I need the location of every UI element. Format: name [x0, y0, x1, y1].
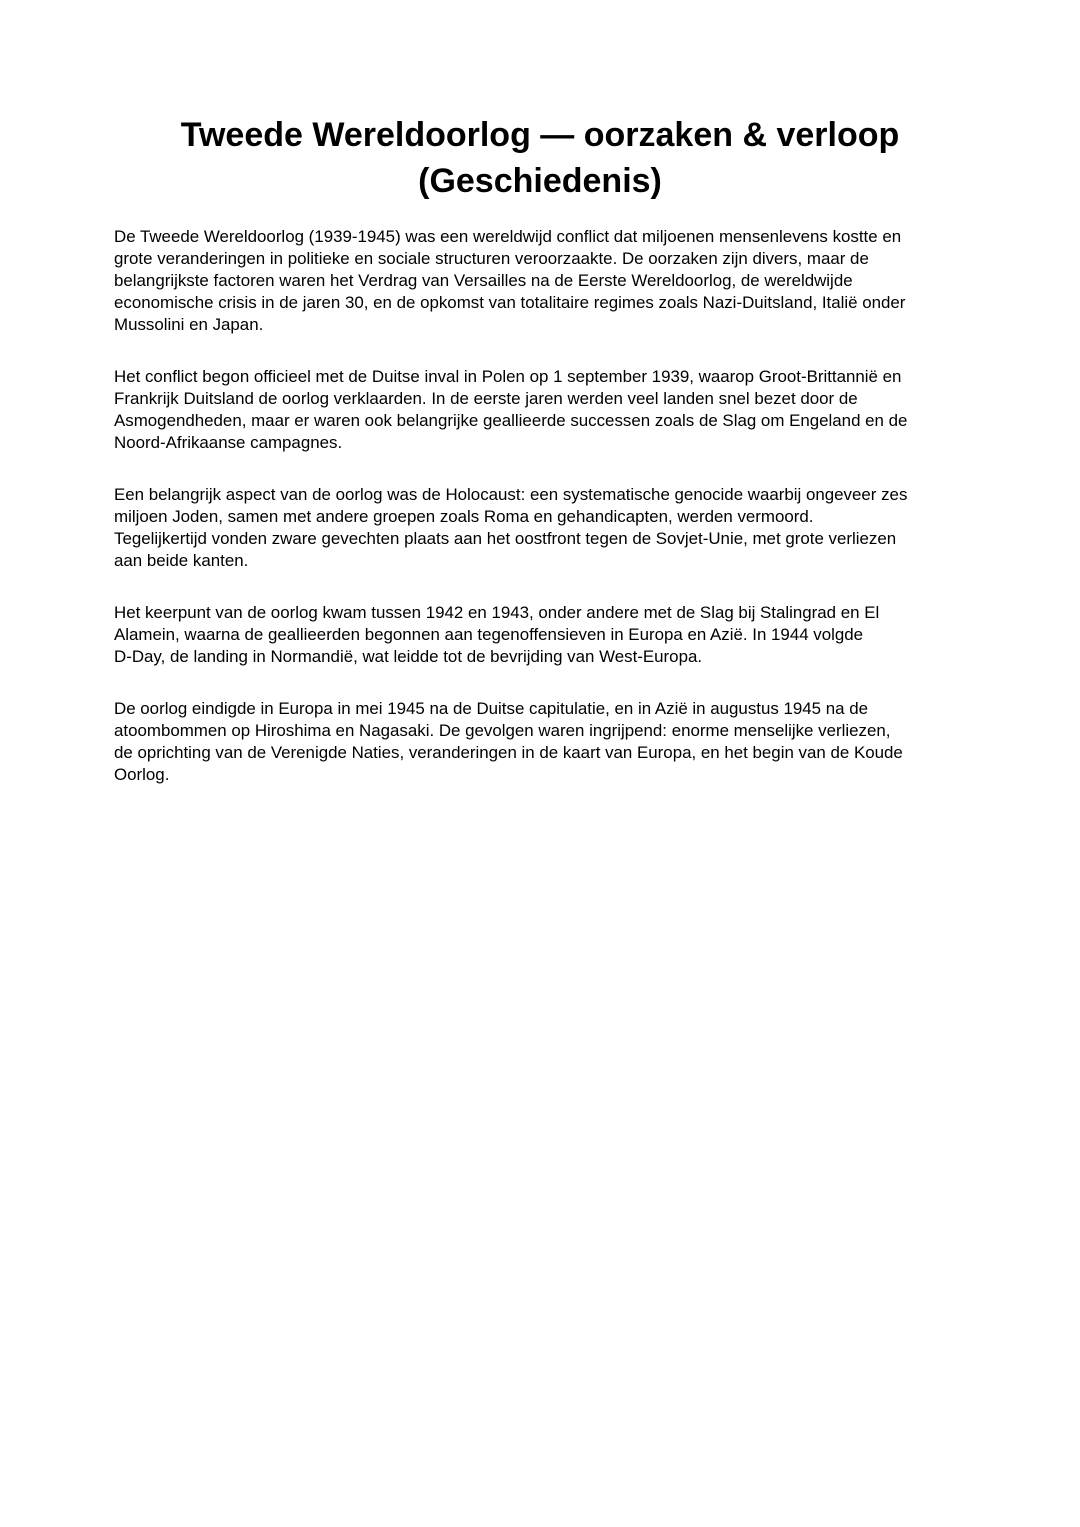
text-line: Mussolini en Japan.	[114, 315, 264, 334]
text-line: belangrijkste factoren waren het Verdrag van Versailles na de Eerste Wereldoorlog, de wereldwijde	[114, 271, 853, 290]
text-line: D-Day, de landing in Normandië, wat leidde tot de bevrijding van West-Europa.	[114, 647, 703, 666]
text-line: grote veranderingen in politieke en sociale structuren veroorzaakte. De oorzaken zijn divers, maar de	[114, 249, 869, 268]
text-line: Het conflict begon officieel met de Duitse inval in Polen op 1 september 1939, waarop Groot-Brittannië en	[114, 367, 902, 386]
text-line: Oorlog.	[114, 765, 170, 784]
text-line: Frankrijk Duitsland de oorlog verklaarden. In de eerste jaren werden veel landen snel bezet door de	[114, 389, 858, 408]
paragraph-holocaust	[114, 484, 984, 572]
text-line: Asmogendheden, maar er waren ook belangrijke geallieerde successen zoals de Slag om Engeland en de	[114, 411, 908, 430]
text-line: Een belangrijk aspect van de oorlog was de Holocaust: een systematische genocide waarbij ongeveer zes	[114, 485, 908, 504]
text-line: Tegelijkertijd vonden zware gevechten plaats aan het oostfront tegen de Sovjet-Unie, met grote verliezen	[114, 529, 897, 548]
text-line: aan beide kanten.	[114, 551, 249, 570]
paragraph-turning-point	[114, 602, 984, 668]
text-line: Het keerpunt van de oorlog kwam tussen 1942 en 1943, onder andere met de Slag bij Stalingrad en El	[114, 603, 880, 622]
paragraph-start-of-war	[114, 366, 984, 454]
text-line: Alamein, waarna de geallieerden begonnen aan tegenoffensieven in Europa en Azië. In 1944 volgde	[114, 625, 864, 644]
title-line-1: Tweede Wereldoorlog — oorzaken & verloop	[180, 116, 900, 154]
text-line: De oorlog eindigde in Europa in mei 1945 na de Duitse capitulatie, en in Azië in augustus 1945 na de	[114, 699, 869, 718]
title-line-2: (Geschiedenis)	[418, 162, 662, 200]
document-title	[140, 112, 940, 204]
text-line: De Tweede Wereldoorlog (1939-1945) was een wereldwijd conflict dat miljoenen mensenlevens kostte en	[114, 227, 902, 246]
text-line: economische crisis in de jaren 30, en de opkomst van totalitaire regimes zoals Nazi-Duitsland, Italië onder	[114, 293, 906, 312]
text-line: atoombommen op Hiroshima en Nagasaki. De gevolgen waren ingrijpend: enorme menselijke verliezen,	[114, 721, 891, 740]
paragraph-causes	[114, 226, 984, 336]
document-body	[114, 226, 984, 816]
text-line: de oprichting van de Verenigde Naties, veranderingen in de kaart van Europa, en het begin van de Koude	[114, 743, 903, 762]
text-line: miljoen Joden, samen met andere groepen zoals Roma en gehandicapten, werden vermoord.	[114, 507, 814, 526]
text-line: Noord-Afrikaanse campagnes.	[114, 433, 343, 452]
paragraph-end-of-war	[114, 698, 984, 786]
